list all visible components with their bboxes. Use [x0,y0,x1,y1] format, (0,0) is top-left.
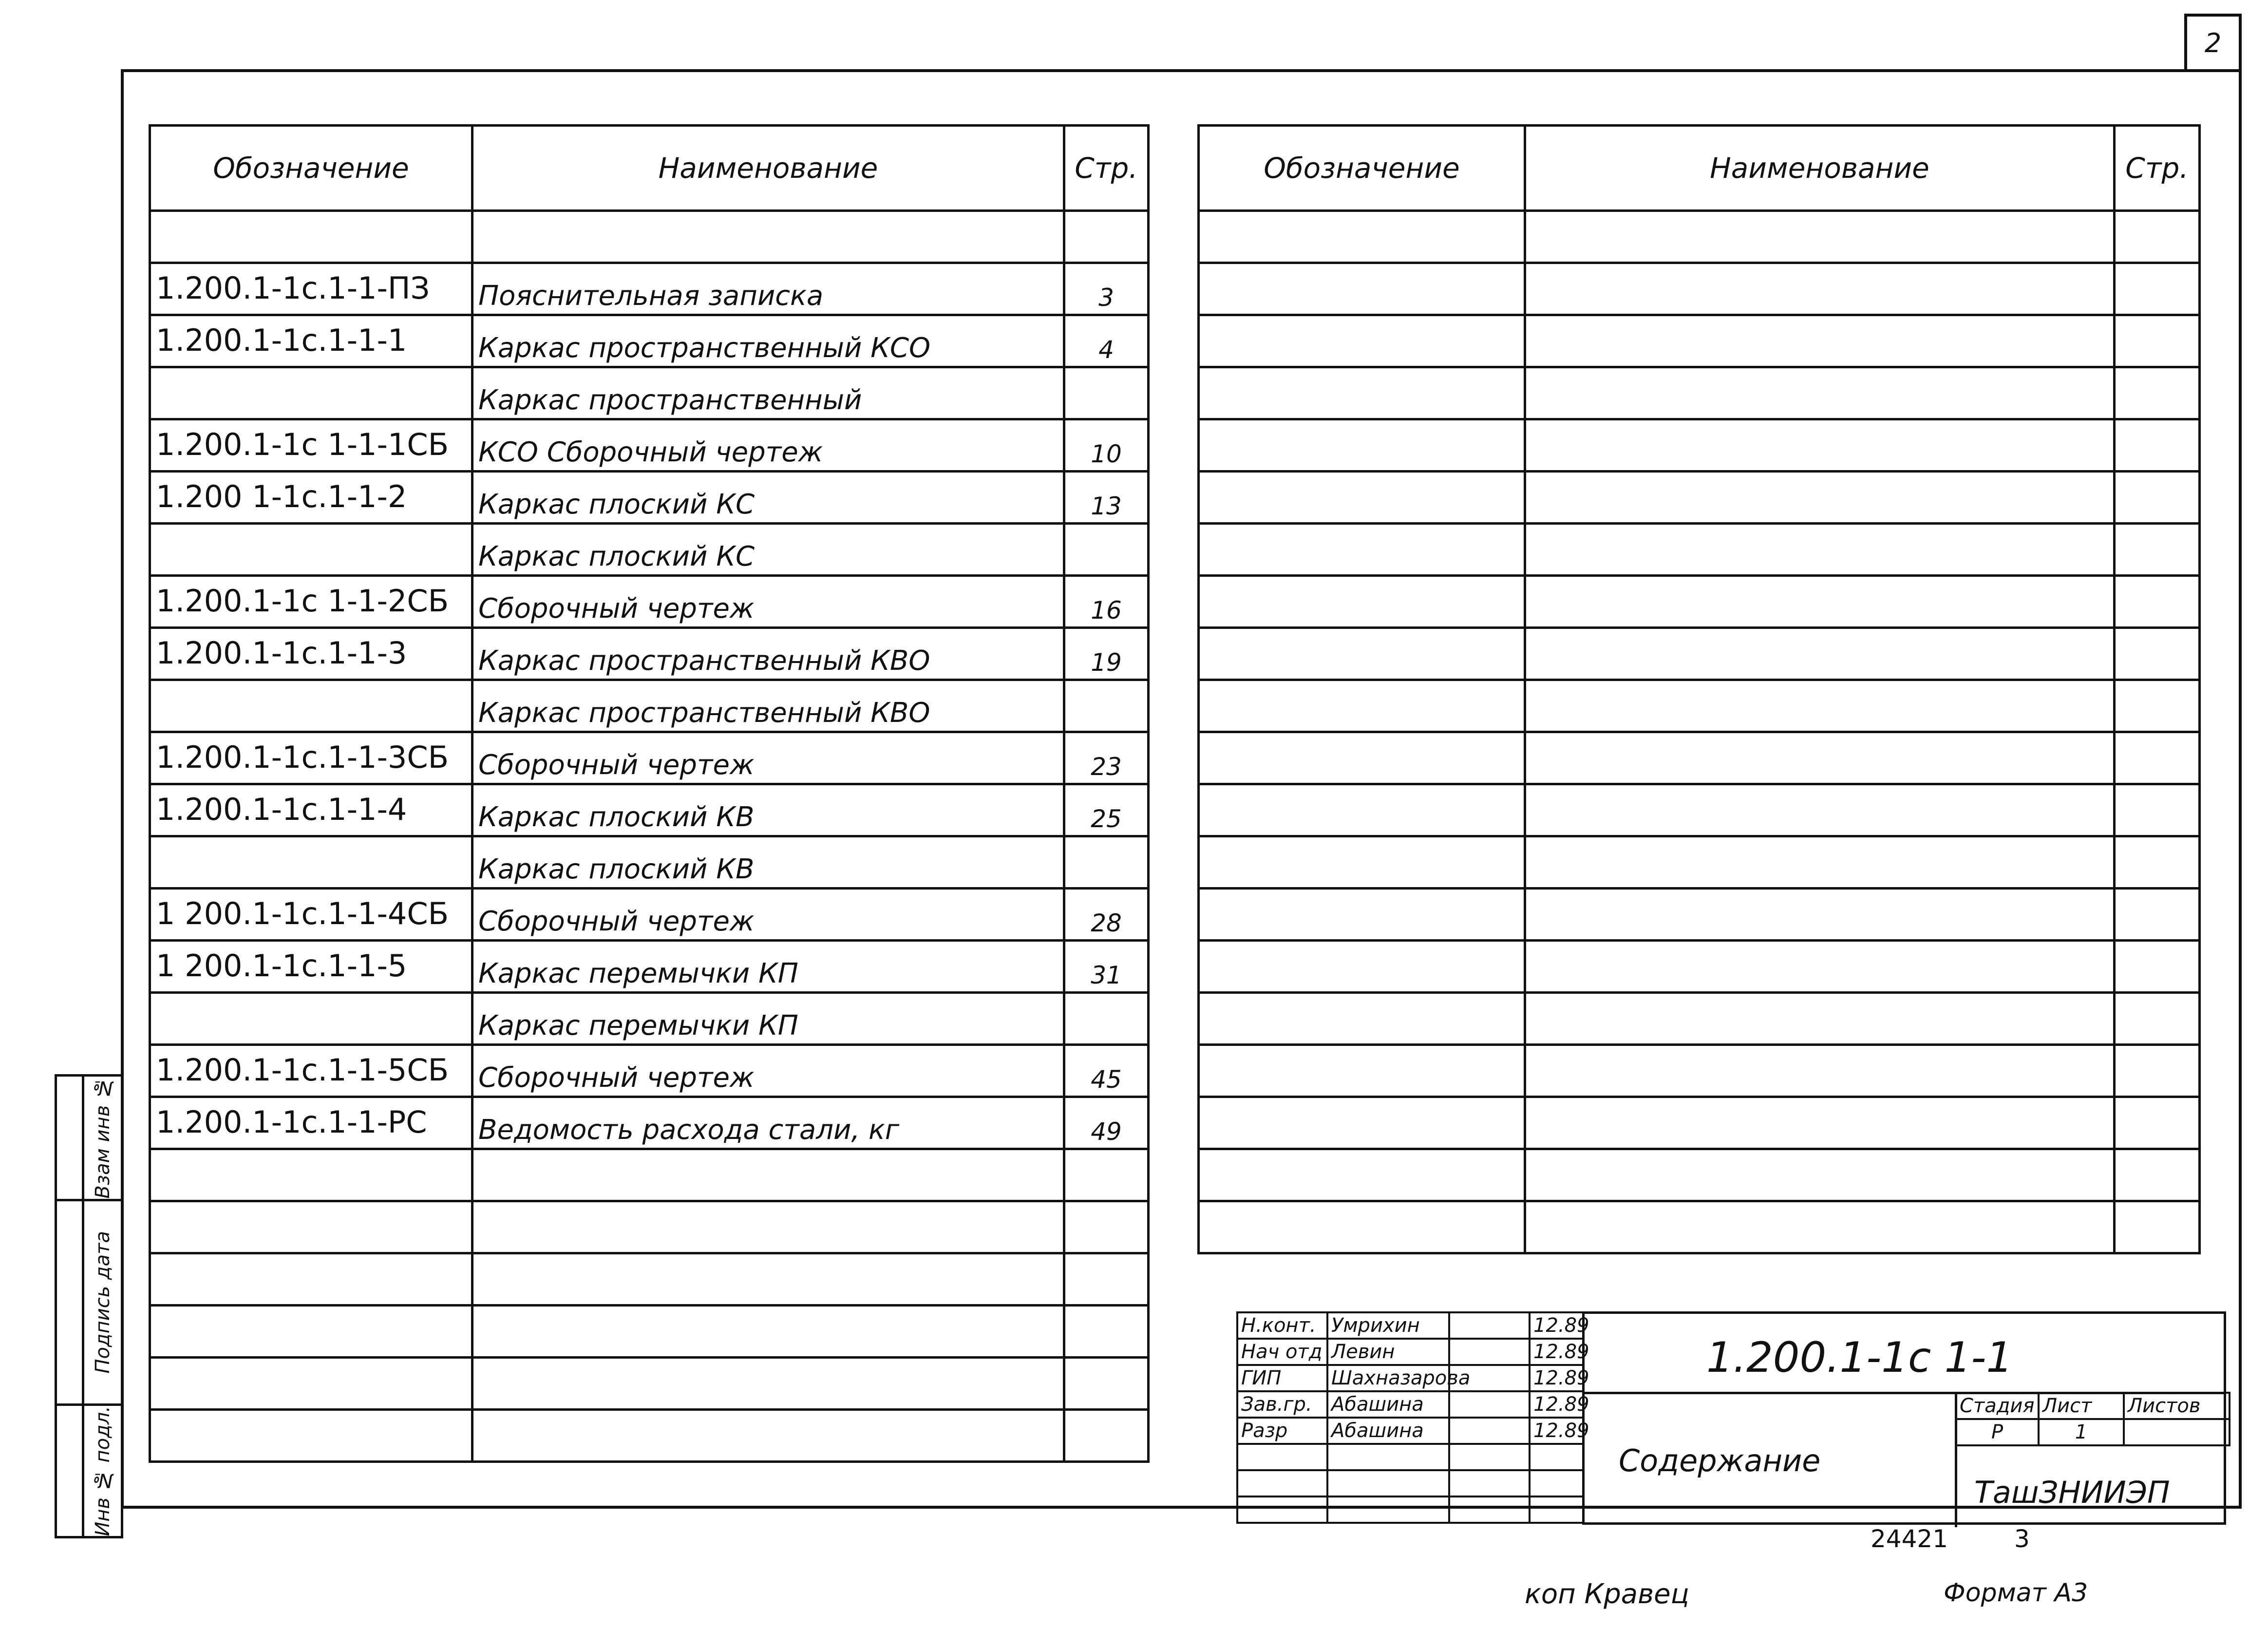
row-page: 31 [1064,941,1149,993]
table-row [150,941,1149,993]
row-page [1064,680,1149,732]
row-page: 3 [1064,263,1149,315]
table-row [150,1358,1149,1410]
paper-format: Формат А3 [1944,1578,2088,1608]
header-name: Наименование [472,126,1064,211]
empty-cell [1525,524,2115,576]
table-row [150,524,1149,576]
header-name: Наименование [1525,126,2115,211]
row-designation: 1.200.1-1с 1-1-1СБ [150,419,472,472]
empty-cell [1199,628,1525,680]
row-name: Каркас пространственный КВО [472,628,1064,680]
row-page: 4 [1064,315,1149,367]
side-stamp [55,1074,123,1538]
empty-cell [1525,941,2115,993]
empty-cell [1525,993,2115,1045]
row-page: 23 [1064,732,1149,784]
row-name [472,1306,1064,1358]
empty-cell [2115,1149,2200,1201]
row-designation: 1.200 1-1с.1-1-2 [150,472,472,524]
empty-cell [1525,211,2115,263]
title-block-main [1582,1311,2226,1525]
row-page: 13 [1064,472,1149,524]
row-designation: 1.200.1-1с.1-1-5СБ [150,1045,472,1097]
sign-date: 12.89 [1530,1339,1583,1365]
row-page [1064,367,1149,419]
row-name: Каркас пространственный [472,367,1064,419]
table-row [1199,941,2200,993]
empty-cell [2115,680,2200,732]
row-page [1064,1358,1149,1410]
empty-cell [1237,1444,1327,1470]
table-row [150,1253,1149,1306]
empty-cell [1449,1496,1530,1523]
signature [1449,1339,1530,1365]
person-name: Шахназарова [1327,1365,1449,1391]
header-designation: Обозначение [150,126,472,211]
row-name: Каркас перемычки КП [472,993,1064,1045]
row-name: Каркас пространственный КВО [472,680,1064,732]
signature-row [1237,1365,1583,1391]
row-designation [150,211,472,263]
table-row [1199,784,2200,836]
table-row [150,680,1149,732]
empty-cell [1199,1045,1525,1097]
row-name: Сборочный чертеж [472,576,1064,628]
signature-row [1237,1418,1583,1444]
row-name: Сборочный чертеж [472,732,1064,784]
empty-cell [1199,732,1525,784]
row-page [1064,1149,1149,1201]
empty-cell [1199,784,1525,836]
role-label: Разр [1237,1418,1327,1444]
table-row [1199,993,2200,1045]
empty-cell [2115,836,2200,889]
row-name: Каркас плоский КС [472,524,1064,576]
table-row [1199,628,2200,680]
header-designation: Обозначение [1199,126,1525,211]
row-page: 45 [1064,1045,1149,1097]
empty-cell [2115,419,2200,472]
person-name: Абашина [1327,1391,1449,1418]
row-page [1064,1201,1149,1253]
empty-cell [2115,628,2200,680]
row-page: 16 [1064,576,1149,628]
table-row [1199,419,2200,472]
empty-cell [1525,732,2115,784]
row-page [1064,211,1149,263]
empty-cell [1237,1470,1327,1496]
table-row [150,1097,1149,1149]
stage-label: Стадия [1956,1393,2039,1419]
contents-table-right [1197,124,2201,1254]
side-stamp-label: Подпись дата [91,1231,114,1374]
signature-row [1237,1444,1583,1470]
table-row [150,993,1149,1045]
empty-cell [1525,1045,2115,1097]
empty-cell [1530,1496,1583,1523]
empty-cell [1449,1444,1530,1470]
table-row [150,1149,1149,1201]
row-page: 19 [1064,628,1149,680]
row-page: 25 [1064,784,1149,836]
header-page: Стр. [1064,126,1149,211]
row-name: Каркас плоский КС [472,472,1064,524]
sign-date: 12.89 [1530,1391,1583,1418]
signature-row [1237,1470,1583,1496]
table-row [1199,211,2200,263]
row-name [472,1410,1064,1462]
empty-cell [2115,784,2200,836]
copied-by: коп Кравец [1525,1578,1689,1610]
empty-cell [1199,315,1525,367]
table-row [150,576,1149,628]
row-name: Ведомость расхода стали, кг [472,1097,1064,1149]
table-row [1199,472,2200,524]
row-page [1064,524,1149,576]
row-name: Сборочный чертеж [472,889,1064,941]
row-designation: 1.200.1-1с.1-1-4 [150,784,472,836]
sign-date: 12.89 [1530,1418,1583,1444]
empty-cell [1525,576,2115,628]
empty-cell [2115,1097,2200,1149]
table-row [1199,1201,2200,1253]
row-name: Каркас пространственный КСО [472,315,1064,367]
side-stamp-label: Взам инв № [91,1077,114,1199]
empty-cell [1525,315,2115,367]
empty-cell [1449,1470,1530,1496]
row-page: 10 [1064,419,1149,472]
empty-cell [1327,1496,1449,1523]
row-page: 28 [1064,889,1149,941]
role-label: Зав.гр. [1237,1391,1327,1418]
table-row [150,1306,1149,1358]
table-row [150,263,1149,315]
table-row [150,784,1149,836]
signature [1449,1391,1530,1418]
row-designation: 1.200.1-1с.1-1-3 [150,628,472,680]
row-page [1064,836,1149,889]
table-row [150,628,1149,680]
empty-cell [1199,889,1525,941]
empty-cell [2115,472,2200,524]
row-name [472,1358,1064,1410]
empty-cell [1237,1496,1327,1523]
row-designation: 1.200.1-1с.1-1-1 [150,315,472,367]
row-designation: 1 200.1-1с.1-1-4СБ [150,889,472,941]
empty-cell [1199,941,1525,993]
table-row [150,1045,1149,1097]
organization: ТашЗНИИЭП [1974,1475,2170,1510]
table-row [1199,1097,2200,1149]
row-name [472,1149,1064,1201]
empty-cell [1199,472,1525,524]
title-block-signatures [1236,1311,1589,1524]
empty-cell [1525,472,2115,524]
empty-cell [1525,1149,2115,1201]
empty-cell [1525,419,2115,472]
empty-cell [1199,419,1525,472]
table-row [1199,1045,2200,1097]
row-name [472,211,1064,263]
empty-cell [1199,524,1525,576]
row-designation [150,1149,472,1201]
archive-page: 3 [2014,1525,2030,1553]
row-designation: 1.200.1-1с.1-1-РС [150,1097,472,1149]
empty-cell [2115,732,2200,784]
row-designation [150,680,472,732]
sheets-value [2124,1419,2230,1445]
table-row [1199,889,2200,941]
row-designation: 1.200.1-1с.1-1-3СБ [150,732,472,784]
empty-cell [1530,1470,1583,1496]
empty-cell [2115,211,2200,263]
document-code: 1.200.1-1с 1-1 [1706,1333,2013,1382]
sheet-value: 1 [2039,1419,2124,1445]
row-page [1064,1253,1149,1306]
signature-row [1237,1496,1583,1523]
row-name: КСО Сборочный чертеж [472,419,1064,472]
signature-row [1237,1312,1583,1339]
row-designation [150,836,472,889]
empty-cell [1199,1149,1525,1201]
table-row [1199,367,2200,419]
table-row [1199,576,2200,628]
signature-row [1237,1391,1583,1418]
row-name: Каркас плоский КВ [472,836,1064,889]
table-row [150,211,1149,263]
table-row [150,367,1149,419]
empty-cell [2115,941,2200,993]
side-stamp-label: Инв № подл. [91,1405,114,1536]
row-page [1064,993,1149,1045]
row-designation [150,1253,472,1306]
table-row [150,472,1149,524]
empty-cell [1525,836,2115,889]
empty-cell [1327,1470,1449,1496]
empty-cell [1525,680,2115,732]
empty-cell [2115,263,2200,315]
empty-cell [1525,263,2115,315]
role-label: Нач отд [1237,1339,1327,1365]
signature [1449,1312,1530,1339]
row-name: Сборочный чертеж [472,1045,1064,1097]
table-row [150,889,1149,941]
person-name: Умрихин [1327,1312,1449,1339]
row-name: Каркас плоский КВ [472,784,1064,836]
empty-cell [1525,1097,2115,1149]
sheet-label: Лист [2039,1393,2124,1419]
table-row [150,1201,1149,1253]
row-designation [150,1306,472,1358]
row-name [472,1201,1064,1253]
table-row [1199,732,2200,784]
empty-cell [1199,993,1525,1045]
empty-cell [2115,315,2200,367]
row-designation [150,524,472,576]
empty-cell [2115,993,2200,1045]
table-row [150,732,1149,784]
sheet-number: 2 [2204,27,2222,58]
table-row [150,1410,1149,1462]
empty-cell [1525,784,2115,836]
row-page: 49 [1064,1097,1149,1149]
table-row [150,836,1149,889]
empty-cell [1199,1097,1525,1149]
row-designation [150,1410,472,1462]
empty-cell [1199,680,1525,732]
table-row [1199,263,2200,315]
stage-sheet-table [1955,1392,2230,1446]
row-designation: 1 200.1-1с.1-1-5 [150,941,472,993]
sheets-label: Листов [2124,1393,2230,1419]
empty-cell [1199,263,1525,315]
signature-row [1237,1339,1583,1365]
table-row [1199,1149,2200,1201]
sheet-number-box [2184,14,2242,72]
empty-cell [1525,628,2115,680]
row-designation [150,367,472,419]
row-designation: 1.200.1-1с 1-1-2СБ [150,576,472,628]
stage-value: Р [1956,1419,2039,1445]
header-page: Стр. [2115,126,2200,211]
role-label: Н.конт. [1237,1312,1327,1339]
table-row [150,315,1149,367]
row-name: Пояснительная записка [472,263,1064,315]
empty-cell [2115,1201,2200,1253]
row-designation [150,993,472,1045]
sign-date: 12.89 [1530,1365,1583,1391]
empty-cell [2115,889,2200,941]
empty-cell [1199,367,1525,419]
empty-cell [1530,1444,1583,1470]
row-page [1064,1410,1149,1462]
empty-cell [1199,1201,1525,1253]
row-page [1064,1306,1149,1358]
table-row [1199,524,2200,576]
empty-cell [1525,889,2115,941]
table-row [1199,680,2200,732]
signature [1449,1418,1530,1444]
document-title: Содержание [1619,1443,1821,1478]
contents-table-left [149,124,1150,1463]
empty-cell [1327,1444,1449,1470]
table-row [150,419,1149,472]
archive-number: 24421 [1871,1525,1948,1553]
row-name: Каркас перемычки КП [472,941,1064,993]
person-name: Абашина [1327,1418,1449,1444]
empty-cell [1199,576,1525,628]
empty-cell [2115,524,2200,576]
empty-cell [2115,576,2200,628]
empty-cell [1525,367,2115,419]
row-name [472,1253,1064,1306]
sign-date: 12.89 [1530,1312,1583,1339]
table-row [1199,836,2200,889]
empty-cell [1199,211,1525,263]
empty-cell [2115,1045,2200,1097]
table-row [1199,315,2200,367]
row-designation: 1.200.1-1с.1-1-ПЗ [150,263,472,315]
person-name: Левин [1327,1339,1449,1365]
role-label: ГИП [1237,1365,1327,1391]
row-designation [150,1358,472,1410]
row-designation [150,1201,472,1253]
empty-cell [1525,1201,2115,1253]
empty-cell [1199,836,1525,889]
empty-cell [2115,367,2200,419]
